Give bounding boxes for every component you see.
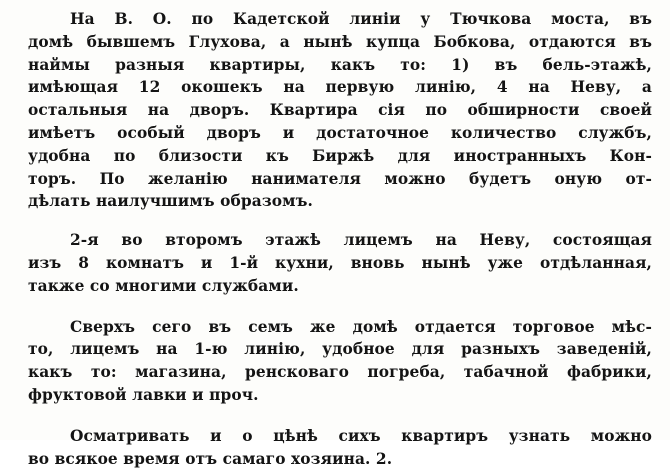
paragraph-1 — [28, 8, 652, 213]
paragraph-gap — [28, 298, 652, 316]
text-line: удобна по близости къ Биржѣ для иностранныхъ Кон- — [28, 146, 652, 165]
text-line: фруктовой лавки и проч. — [28, 385, 259, 404]
paragraph-gap — [28, 407, 652, 425]
text-line: торъ. По желанію нанимателя можно будетъ оную от- — [28, 169, 652, 188]
paragraph-2 — [28, 229, 652, 297]
text-line: домѣ бывшемъ Глухова, а нынѣ купца Бобкова, отдаются въ — [28, 32, 652, 51]
text-line: имѣетъ особый дворъ и достаточное количество службъ, — [28, 123, 652, 142]
text-line: изъ 8 комнатъ и 1-й кухни, вновь нынѣ уже отдѣланная, — [28, 253, 652, 272]
text-line: остальныя на дворъ. Квартира сія по обширности своей — [28, 101, 652, 120]
paragraph-3 — [28, 316, 652, 407]
text-line: На В. О. по Кадетской линіи у Тючкова моста, въ — [70, 10, 652, 28]
text-line: во всякое время отъ самаго хозяина. 2. — [28, 449, 393, 468]
text-line: то, лицемъ на 1-ю линію, удобное для разныхъ заведеній, — [28, 340, 652, 359]
text-line: какъ то: магазина, ренсковаго погреба, табачной фабрики, — [28, 363, 652, 382]
text-line: наймы разныя квартиры, какъ то: 1) въ бель-этажѣ, — [28, 55, 652, 74]
text-line: имѣющая 12 окошекъ на первую линію, 4 на Неву, а — [28, 78, 652, 97]
text-line: дѣлать наилучшимъ образомъ. — [28, 192, 313, 211]
paragraph-gap — [28, 213, 652, 229]
text-line: также со многими службами. — [28, 276, 299, 295]
text-line: Осматривать и о цѣнѣ сихъ квартиръ узнать можно — [70, 426, 652, 445]
text-line: 2-я во второмъ этажѣ лицемъ на Неву, состоящая — [70, 231, 652, 250]
advertisement-text — [28, 8, 652, 470]
paragraph-4 — [28, 425, 652, 470]
text-line: Сверхъ сего въ семъ же домѣ отдается торговое мѣс- — [70, 317, 652, 336]
